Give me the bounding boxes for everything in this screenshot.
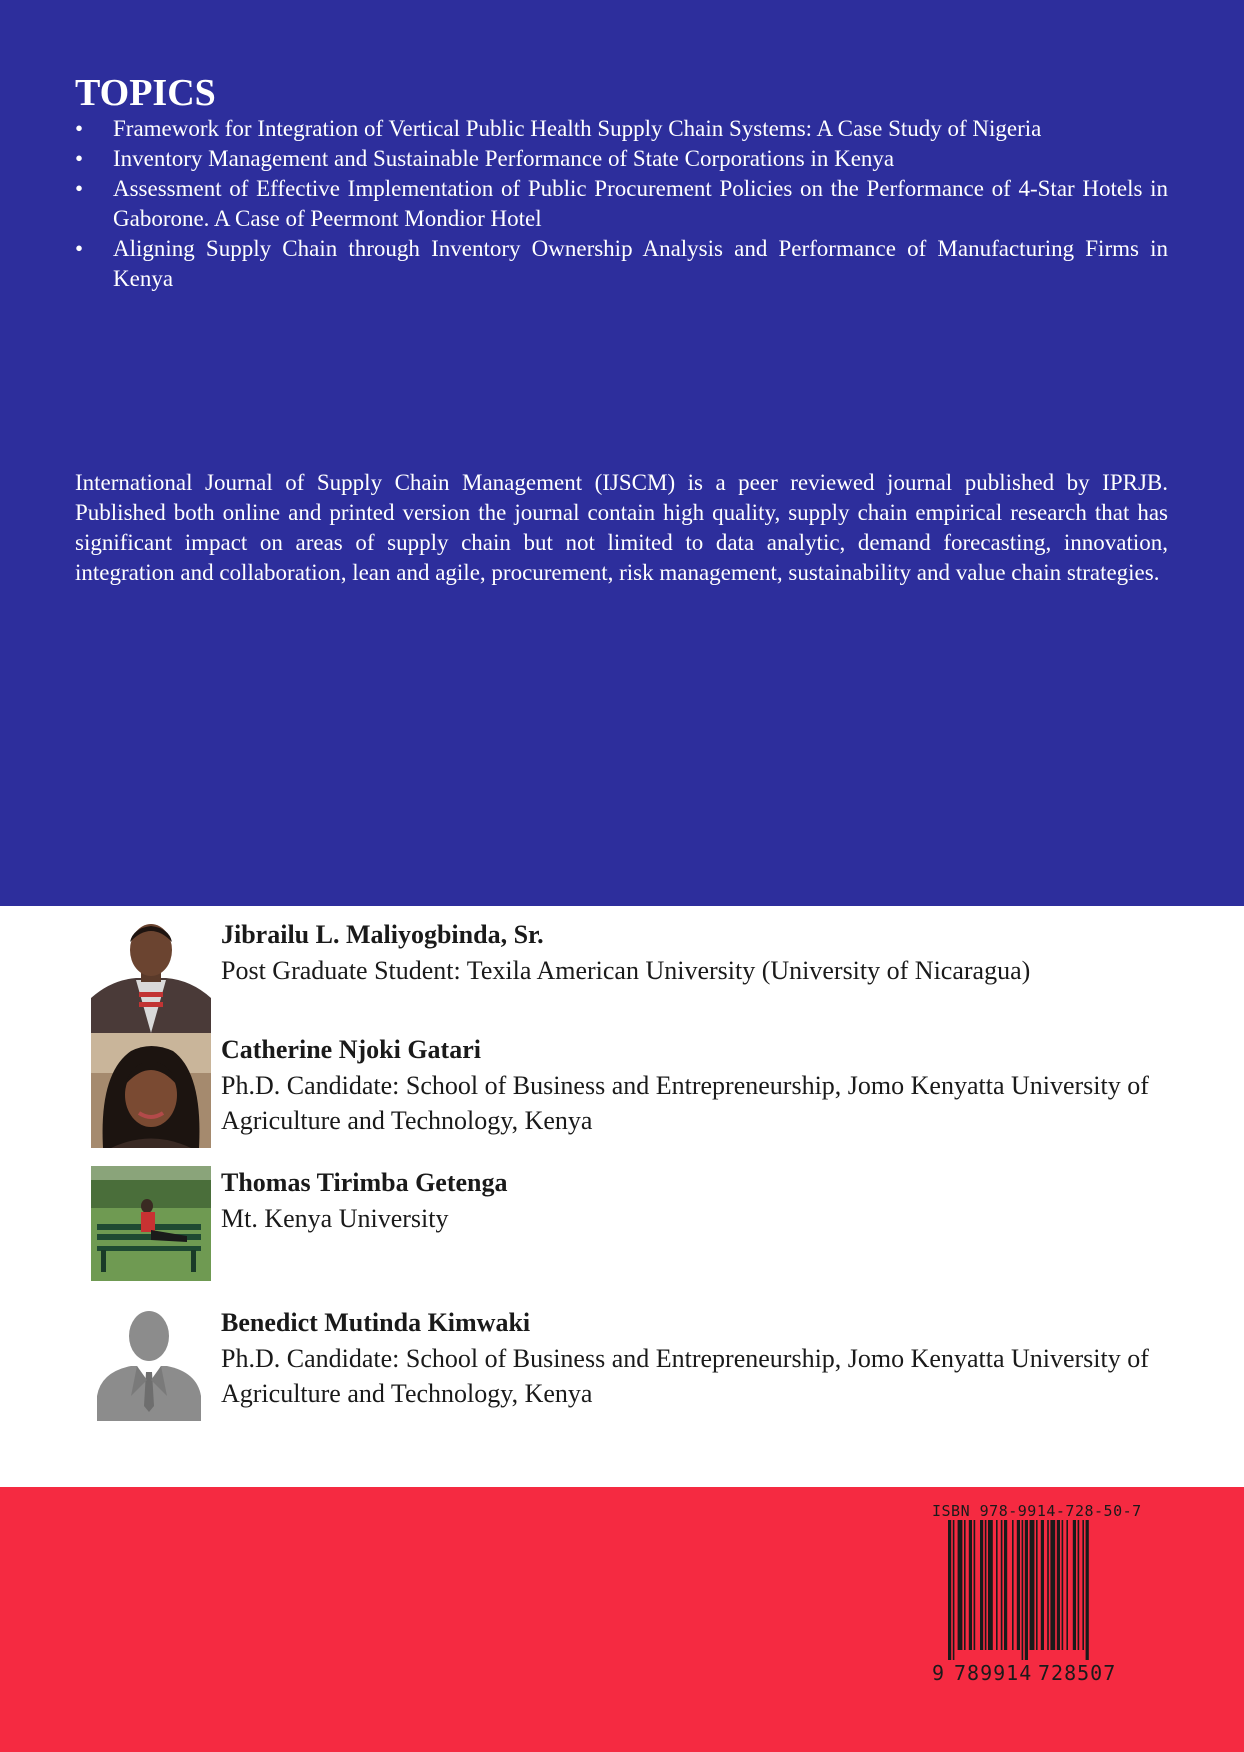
author-photo: [91, 918, 211, 1033]
bullet-icon: •: [75, 176, 84, 201]
topic-text: Inventory Management and Sustainable Performance of State Corporations in Kenya: [113, 146, 895, 171]
barcode-bar: [1082, 1520, 1084, 1650]
woman-portrait-icon: [91, 1033, 211, 1148]
barcode-bar: [980, 1520, 983, 1650]
topic-item: [75, 234, 1168, 294]
isbn-label: ISBN 978-9914-728-50-7: [932, 1502, 1142, 1520]
barcode-bar: [969, 1520, 972, 1650]
author-affiliation: Ph.D. Candidate: School of Business and Entrepreneurship, Jomo Kenyatta University of Agriculture and Technology, Kenya: [221, 1071, 1149, 1135]
bullet-icon: •: [75, 236, 84, 261]
barcode-bar: [1012, 1520, 1014, 1650]
author-affiliation: Mt. Kenya University: [221, 1204, 449, 1233]
topic-item: [75, 174, 1168, 234]
barcode-bar: [1086, 1520, 1089, 1660]
barcode-digits-left: 789914: [954, 1661, 1033, 1684]
author-entry: [91, 918, 1191, 1038]
barcode-bar: [948, 1520, 951, 1660]
barcode-bar: [1050, 1520, 1055, 1650]
author-photo: [91, 1033, 211, 1148]
author-name: Jibrailu L. Maliyogbinda, Sr.: [221, 920, 544, 949]
barcode-digit-first: 9: [932, 1661, 945, 1684]
barcode-bar: [1022, 1520, 1024, 1660]
author-affiliation: Post Graduate Student: Texila American University (University of Nicaragua): [221, 956, 1031, 985]
author-name: Thomas Tirimba Getenga: [221, 1168, 508, 1197]
journal-description: International Journal of Supply Chain Management (IJSCM) is a peer reviewed journal published by IPRJB. Published both online and printed version the journal contain high quality, supply chain empirical research that has significant impact on areas of supply chain but not limited to data analytic, demand forecasting, innovation, integration and collaboration, lean and agile, procurement, risk management, sustainability and value chain strategies.: [75, 470, 1168, 585]
author-name: Benedict Mutinda Kimwaki: [221, 1308, 531, 1337]
barcode-bar: [1025, 1520, 1028, 1660]
topic-text: Framework for Integration of Vertical Public Health Supply Chain Systems: A Case Study of Nigeria: [113, 116, 1042, 141]
man-portrait-icon: [91, 918, 211, 1033]
isbn-barcode-icon: [928, 1520, 1148, 1684]
barcode-bar: [1073, 1520, 1076, 1650]
barcode-bar: [1066, 1520, 1068, 1650]
barcode-bar: [1001, 1520, 1003, 1650]
barcode-bar: [1057, 1520, 1060, 1650]
park-bench-photo-icon: [91, 1166, 211, 1281]
author-photo: [91, 1306, 211, 1421]
topics-list: [75, 114, 1168, 294]
author-photo: [91, 1166, 211, 1281]
author-name: Catherine Njoki Gatari: [221, 1035, 481, 1064]
barcode-digits-right: 728507: [1038, 1661, 1117, 1684]
barcode-bar: [988, 1520, 993, 1650]
topics-heading: TOPICS: [75, 72, 216, 114]
author-entry: [91, 1166, 1191, 1286]
barcode-bar: [996, 1520, 998, 1650]
barcode-bar: [1030, 1520, 1035, 1650]
author-entry: [91, 1306, 1191, 1426]
barcode-bar: [1047, 1520, 1049, 1650]
barcode-bar: [964, 1520, 966, 1650]
author-entry: [91, 1033, 1191, 1153]
author-affiliation: Ph.D. Candidate: School of Business and Entrepreneurship, Jomo Kenyatta University of Agriculture and Technology, Kenya: [221, 1344, 1149, 1408]
topic-text: Assessment of Effective Implementation of Public Procurement Policies on the Performance of 4-Star Hotels in Gaborone. A Case of Peermont Mondior Hotel: [113, 176, 1168, 231]
barcode-bar: [1036, 1520, 1038, 1650]
barcode-bar: [1078, 1520, 1080, 1650]
barcode-bar: [1041, 1520, 1044, 1650]
topic-text: Aligning Supply Chain through Inventory Ownership Analysis and Performance of Manufacturing Firms in Kenya: [113, 236, 1168, 291]
barcode-bar: [1062, 1520, 1064, 1650]
barcode-bar: [985, 1520, 987, 1650]
barcode-bar: [953, 1520, 955, 1660]
barcode-bar: [974, 1520, 976, 1650]
topic-item: [75, 144, 1168, 174]
barcode-bars: [948, 1520, 1089, 1660]
barcode-bar: [958, 1520, 963, 1650]
person-silhouette-icon: [91, 1306, 211, 1421]
barcode-bar: [1004, 1520, 1007, 1650]
bullet-icon: •: [75, 146, 84, 171]
topic-item: [75, 114, 1168, 144]
bullet-icon: •: [75, 116, 84, 141]
barcode-bar: [1017, 1520, 1020, 1650]
